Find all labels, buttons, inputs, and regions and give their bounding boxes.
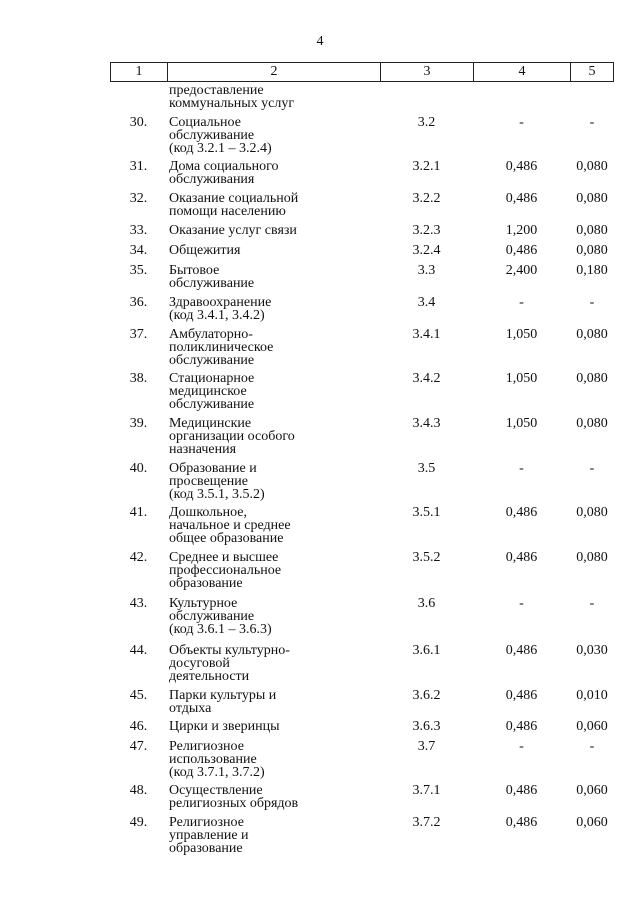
table-row — [110, 244, 614, 257]
row-code: 3.7.2 — [412, 815, 441, 830]
row-name-line: организации особого — [169, 429, 295, 444]
row-value-5: - — [589, 115, 595, 130]
row-value-5: 0,080 — [576, 243, 608, 258]
row-value-5: 0,030 — [576, 643, 608, 658]
row-code: 3.3 — [417, 263, 436, 278]
row-number: 44. — [129, 643, 148, 658]
table-row — [110, 720, 614, 733]
row-value-4: 0,486 — [505, 815, 538, 830]
row-number: 48. — [129, 783, 148, 798]
row-value-5: 0,180 — [576, 263, 608, 278]
row-name-line: профессиональное — [169, 563, 282, 578]
row-name-line: Медицинские — [169, 416, 252, 431]
row-number: 49. — [129, 815, 148, 830]
row-name — [167, 784, 380, 810]
row-value-5: - — [589, 295, 595, 310]
row-name-line: деятельности — [169, 669, 250, 684]
row-name — [167, 192, 380, 218]
row-name-line: начальное и среднее — [169, 518, 291, 533]
row-name-line: Здравоохранение — [169, 295, 272, 310]
continued-row-text — [110, 84, 382, 110]
row-name — [167, 597, 380, 636]
row-name-line: использование — [169, 752, 257, 767]
row-name — [167, 244, 380, 257]
row-value-5: - — [589, 596, 595, 611]
row-name-line: назначения — [169, 442, 237, 457]
row-code: 3.7 — [417, 739, 436, 754]
row-value-4: 0,486 — [505, 643, 538, 658]
row-value-5: - — [589, 739, 595, 754]
row-number: 33. — [129, 223, 148, 238]
table-row — [110, 597, 614, 636]
continued-line: коммунальных услуг — [169, 96, 295, 111]
table-row — [110, 264, 614, 290]
row-number: 30. — [129, 115, 148, 130]
row-name-line: (код 3.7.1, 3.7.2) — [169, 765, 265, 780]
row-name — [167, 462, 380, 501]
row-name-line: Амбулаторно- — [169, 327, 253, 342]
table-row — [110, 462, 614, 501]
row-value-5: 0,080 — [576, 223, 608, 238]
row-name-line: обслуживание — [169, 397, 255, 412]
row-number: 37. — [129, 327, 148, 342]
row-name-line: Парки культуры и — [169, 688, 277, 703]
header-col-1: 1 — [111, 63, 168, 81]
row-number: 47. — [129, 739, 148, 754]
row-value-4: 0,486 — [505, 719, 538, 734]
page-number: 4 — [316, 34, 324, 49]
row-name — [167, 264, 380, 290]
table-row — [110, 224, 614, 237]
row-code: 3.6.1 — [412, 643, 441, 658]
row-code: 3.7.1 — [412, 783, 441, 798]
row-name-line: Оказание услуг связи — [169, 223, 297, 238]
row-name — [167, 551, 380, 590]
table-row — [110, 689, 614, 715]
row-name-line: отдыха — [169, 701, 212, 716]
row-number: 40. — [129, 461, 148, 476]
row-code: 3.5 — [417, 461, 436, 476]
row-number: 32. — [129, 191, 148, 206]
row-value-4: 1,200 — [505, 223, 538, 238]
row-value-5: 0,080 — [576, 191, 608, 206]
row-number: 41. — [129, 505, 148, 520]
table-row — [110, 644, 614, 683]
row-name — [167, 689, 380, 715]
row-name-line: управление и — [169, 828, 249, 843]
row-name — [167, 720, 380, 733]
table-row — [110, 296, 614, 322]
row-number: 42. — [129, 550, 148, 565]
row-name-line: Бытовое — [169, 263, 220, 278]
row-name — [167, 296, 380, 322]
row-name — [167, 816, 380, 855]
row-name — [167, 506, 380, 545]
continued-line: предоставление — [169, 83, 264, 98]
row-name — [167, 372, 380, 411]
row-value-4: - — [519, 596, 524, 611]
row-name-line: обслуживание — [169, 609, 255, 624]
row-value-4: - — [519, 461, 524, 476]
row-number: 35. — [129, 263, 148, 278]
row-name-line: образование — [169, 841, 243, 856]
row-name-line: обслуживание — [169, 276, 255, 291]
row-code: 3.5.2 — [412, 550, 441, 565]
row-name-line: Культурное — [169, 596, 238, 611]
table-row — [110, 506, 614, 545]
row-number: 45. — [129, 688, 148, 703]
row-value-4: 0,486 — [505, 505, 538, 520]
row-code: 3.4.3 — [412, 416, 441, 431]
row-code: 3.4 — [417, 295, 436, 310]
row-name — [167, 740, 380, 779]
header-col-5: 5 — [588, 64, 596, 79]
row-value-4: 1,050 — [505, 327, 538, 342]
row-value-5: 0,060 — [576, 783, 608, 798]
row-value-4: 0,486 — [505, 783, 538, 798]
row-code: 3.4.2 — [412, 371, 441, 386]
header-col-3: 3 — [381, 63, 474, 81]
row-name — [167, 116, 380, 155]
row-value-5: 0,080 — [576, 550, 608, 565]
row-name-line: обслуживания — [169, 172, 255, 187]
row-value-4: 0,486 — [505, 688, 538, 703]
header-col-2: 2 — [168, 63, 381, 81]
row-number: 31. — [129, 159, 148, 174]
row-name-line: Религиозное — [169, 739, 244, 754]
row-name-line: медицинское — [169, 384, 247, 399]
row-name-line: Социальное — [169, 115, 241, 130]
table-row — [110, 116, 614, 155]
row-number: 43. — [129, 596, 148, 611]
row-name-line: помощи населению — [169, 204, 286, 219]
row-value-4: 0,486 — [505, 191, 538, 206]
row-code: 3.2.1 — [412, 159, 441, 174]
row-name-line: Среднее и высшее — [169, 550, 279, 565]
row-code: 3.6.3 — [412, 719, 441, 734]
row-value-4: 0,486 — [505, 159, 538, 174]
row-name-line: Дошкольное, — [169, 505, 247, 520]
row-name-line: образование — [169, 576, 243, 591]
row-code: 3.6.2 — [412, 688, 441, 703]
row-number: 39. — [129, 416, 148, 431]
table-row — [110, 160, 614, 186]
row-name-line: общее образование — [169, 531, 284, 546]
row-value-4: 0,486 — [505, 550, 538, 565]
row-name-line: досуговой — [169, 656, 230, 671]
row-name-line: Объекты культурно- — [169, 643, 290, 658]
row-name — [167, 417, 380, 456]
row-number: 46. — [129, 719, 148, 734]
row-name-line: Цирки и зверинцы — [169, 719, 280, 734]
row-code: 3.5.1 — [412, 505, 441, 520]
row-name-line: Осуществление — [169, 783, 263, 798]
row-name — [167, 328, 380, 367]
row-name-line: Оказание социальной — [169, 191, 299, 206]
row-name-line: обслуживание — [169, 353, 255, 368]
row-code: 3.2 — [417, 115, 436, 130]
row-code: 3.2.2 — [412, 191, 441, 206]
row-value-4: 2,400 — [505, 263, 538, 278]
table-row — [110, 192, 614, 218]
table-header — [110, 62, 614, 82]
table-body — [110, 83, 614, 856]
row-code: 3.4.1 — [412, 327, 441, 342]
row-number: 34. — [129, 243, 148, 258]
row-name — [167, 224, 380, 237]
row-number: 36. — [129, 295, 148, 310]
header-col-4: 4 — [474, 63, 571, 81]
row-name-line: (код 3.4.1, 3.4.2) — [169, 308, 265, 323]
row-value-5: 0,080 — [576, 416, 608, 431]
row-value-5: 0,080 — [576, 505, 608, 520]
row-name-line: просвещение — [169, 474, 248, 489]
row-name-line: религиозных обрядов — [169, 796, 299, 811]
row-name-line: Дома социального — [169, 159, 279, 174]
table-row — [110, 372, 614, 411]
row-value-4: - — [519, 295, 524, 310]
row-value-5: 0,080 — [576, 159, 608, 174]
row-name — [167, 644, 380, 683]
row-name-line: Религиозное — [169, 815, 244, 830]
row-value-4: 1,050 — [505, 371, 538, 386]
row-name-line: (код 3.5.1, 3.5.2) — [169, 487, 265, 502]
row-code: 3.6 — [417, 596, 436, 611]
row-code: 3.2.4 — [412, 243, 441, 258]
row-value-4: 0,486 — [505, 243, 538, 258]
row-value-5: 0,060 — [576, 719, 608, 734]
row-name-line: обслуживание — [169, 128, 255, 143]
row-value-5: 0,010 — [576, 688, 608, 703]
row-code: 3.2.3 — [412, 223, 441, 238]
row-value-5: 0,060 — [576, 815, 608, 830]
row-name-line: поликлиническое — [169, 340, 274, 355]
table-row — [110, 551, 614, 590]
table-row — [110, 784, 614, 810]
row-value-4: 1,050 — [505, 416, 538, 431]
row-name-line: Стационарное — [169, 371, 255, 386]
table-row — [110, 417, 614, 456]
row-name — [167, 160, 380, 186]
row-value-5: 0,080 — [576, 327, 608, 342]
row-value-5: 0,080 — [576, 371, 608, 386]
table-row — [110, 740, 614, 779]
row-value-4: - — [519, 739, 524, 754]
row-name-line: (код 3.2.1 – 3.2.4) — [169, 141, 272, 156]
row-value-4: - — [519, 115, 524, 130]
table-row — [110, 328, 614, 367]
table-row — [110, 816, 614, 855]
row-value-5: - — [589, 461, 595, 476]
row-name-line: Общежития — [169, 243, 241, 258]
row-number: 38. — [129, 371, 148, 386]
row-name-line: (код 3.6.1 – 3.6.3) — [169, 622, 272, 637]
row-name-line: Образование и — [169, 461, 257, 476]
